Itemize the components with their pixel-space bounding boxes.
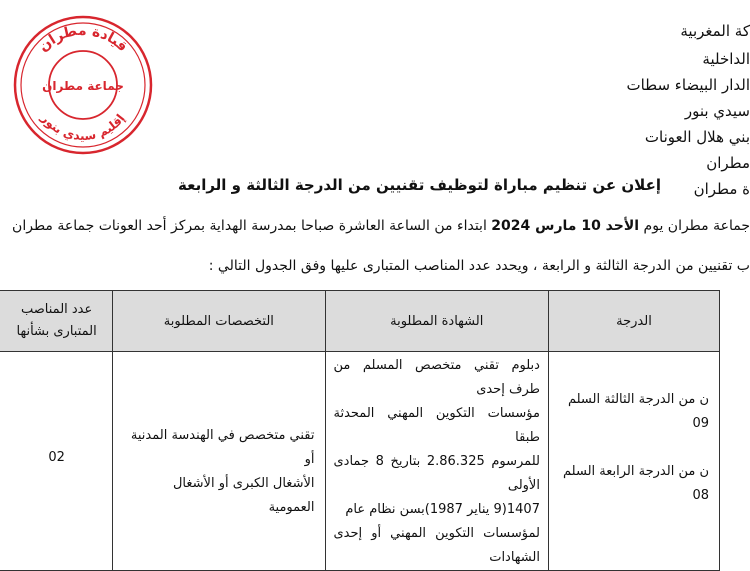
stamp-center-text: جماعة مطران	[42, 79, 124, 93]
header-line-1: كة المغربية	[680, 22, 750, 40]
header-line-4: سيدي بنور	[684, 102, 750, 120]
certificate-line-3: للمرسوم 2.86.325 بتاريخ 8 جمادى الأولى	[333, 454, 540, 493]
header-line-2: الداخلية	[702, 50, 750, 68]
paragraph-line-1-end: ابتداء من الساعة العاشرة صباحا بمدرسة الهداية بمركز أحد العونات جماعة مطران	[12, 218, 492, 234]
paragraph-line-2: ب تقنيين من الدرجة الثالثة و الرابعة ، ويحدد عدد المناصب المتبارى عليها وفق الجدول التالي :	[208, 258, 750, 274]
header-count: عدد المناصب المتبارى بشأنها	[0, 291, 113, 352]
positions-table	[0, 290, 720, 571]
cell-specialties	[113, 352, 325, 571]
positions-count: 02	[48, 450, 65, 465]
cell-grade	[548, 352, 719, 571]
paragraph-line-1-start: جماعة مطران يوم	[639, 218, 750, 234]
certificate-line-1: دبلوم تقني متخصص المسلم من طرف إحدى	[333, 358, 540, 397]
header-certificate: الشهادة المطلوبة	[325, 291, 548, 352]
certificate-line-4: 1407(9 يناير 1987)بسن نظام عام	[345, 502, 540, 517]
paragraph-line-1	[12, 218, 750, 234]
grade-line-2: ن من الدرجة الرابعة السلم 08	[563, 464, 709, 503]
header-line-5: بني هلال العونات	[644, 128, 750, 146]
table-row	[0, 352, 720, 571]
specialty-line-1: تقني متخصص في الهندسة المدنية أو	[130, 428, 315, 467]
official-stamp	[8, 10, 158, 160]
stamp-bottom-text: إقليم سيدي بنور	[38, 111, 128, 144]
header-line-6: مطران	[706, 154, 750, 172]
stamp-outer-text: قيادة مطران	[35, 22, 131, 56]
announcement-title: إعلان عن تنظيم مباراة لتوظيف تقنيين من الدرجة الثالثة و الرابعة	[178, 176, 661, 194]
header-specialties: التخصصات المطلوبة	[113, 291, 325, 352]
cell-certificate	[325, 352, 548, 571]
contest-date: الأحد 10 مارس 2024	[491, 218, 640, 234]
table-header-row	[0, 291, 720, 352]
header-grade: الدرجة	[548, 291, 719, 352]
cell-count	[0, 352, 113, 571]
grade-line-1: ن من الدرجة الثالثة السلم 09	[567, 392, 709, 431]
header-line-7: ة مطران	[693, 180, 750, 198]
certificate-line-5: لمؤسسات التكوين المهني أو إحدى الشهادات	[333, 526, 540, 565]
certificate-line-2: مؤسسات التكوين المهني المحدثة طبقا	[333, 406, 540, 445]
header-line-3: الدار البيضاء سطات	[626, 76, 750, 94]
specialty-line-2: الأشغال الكبرى أو الأشغال العمومية	[172, 476, 315, 515]
